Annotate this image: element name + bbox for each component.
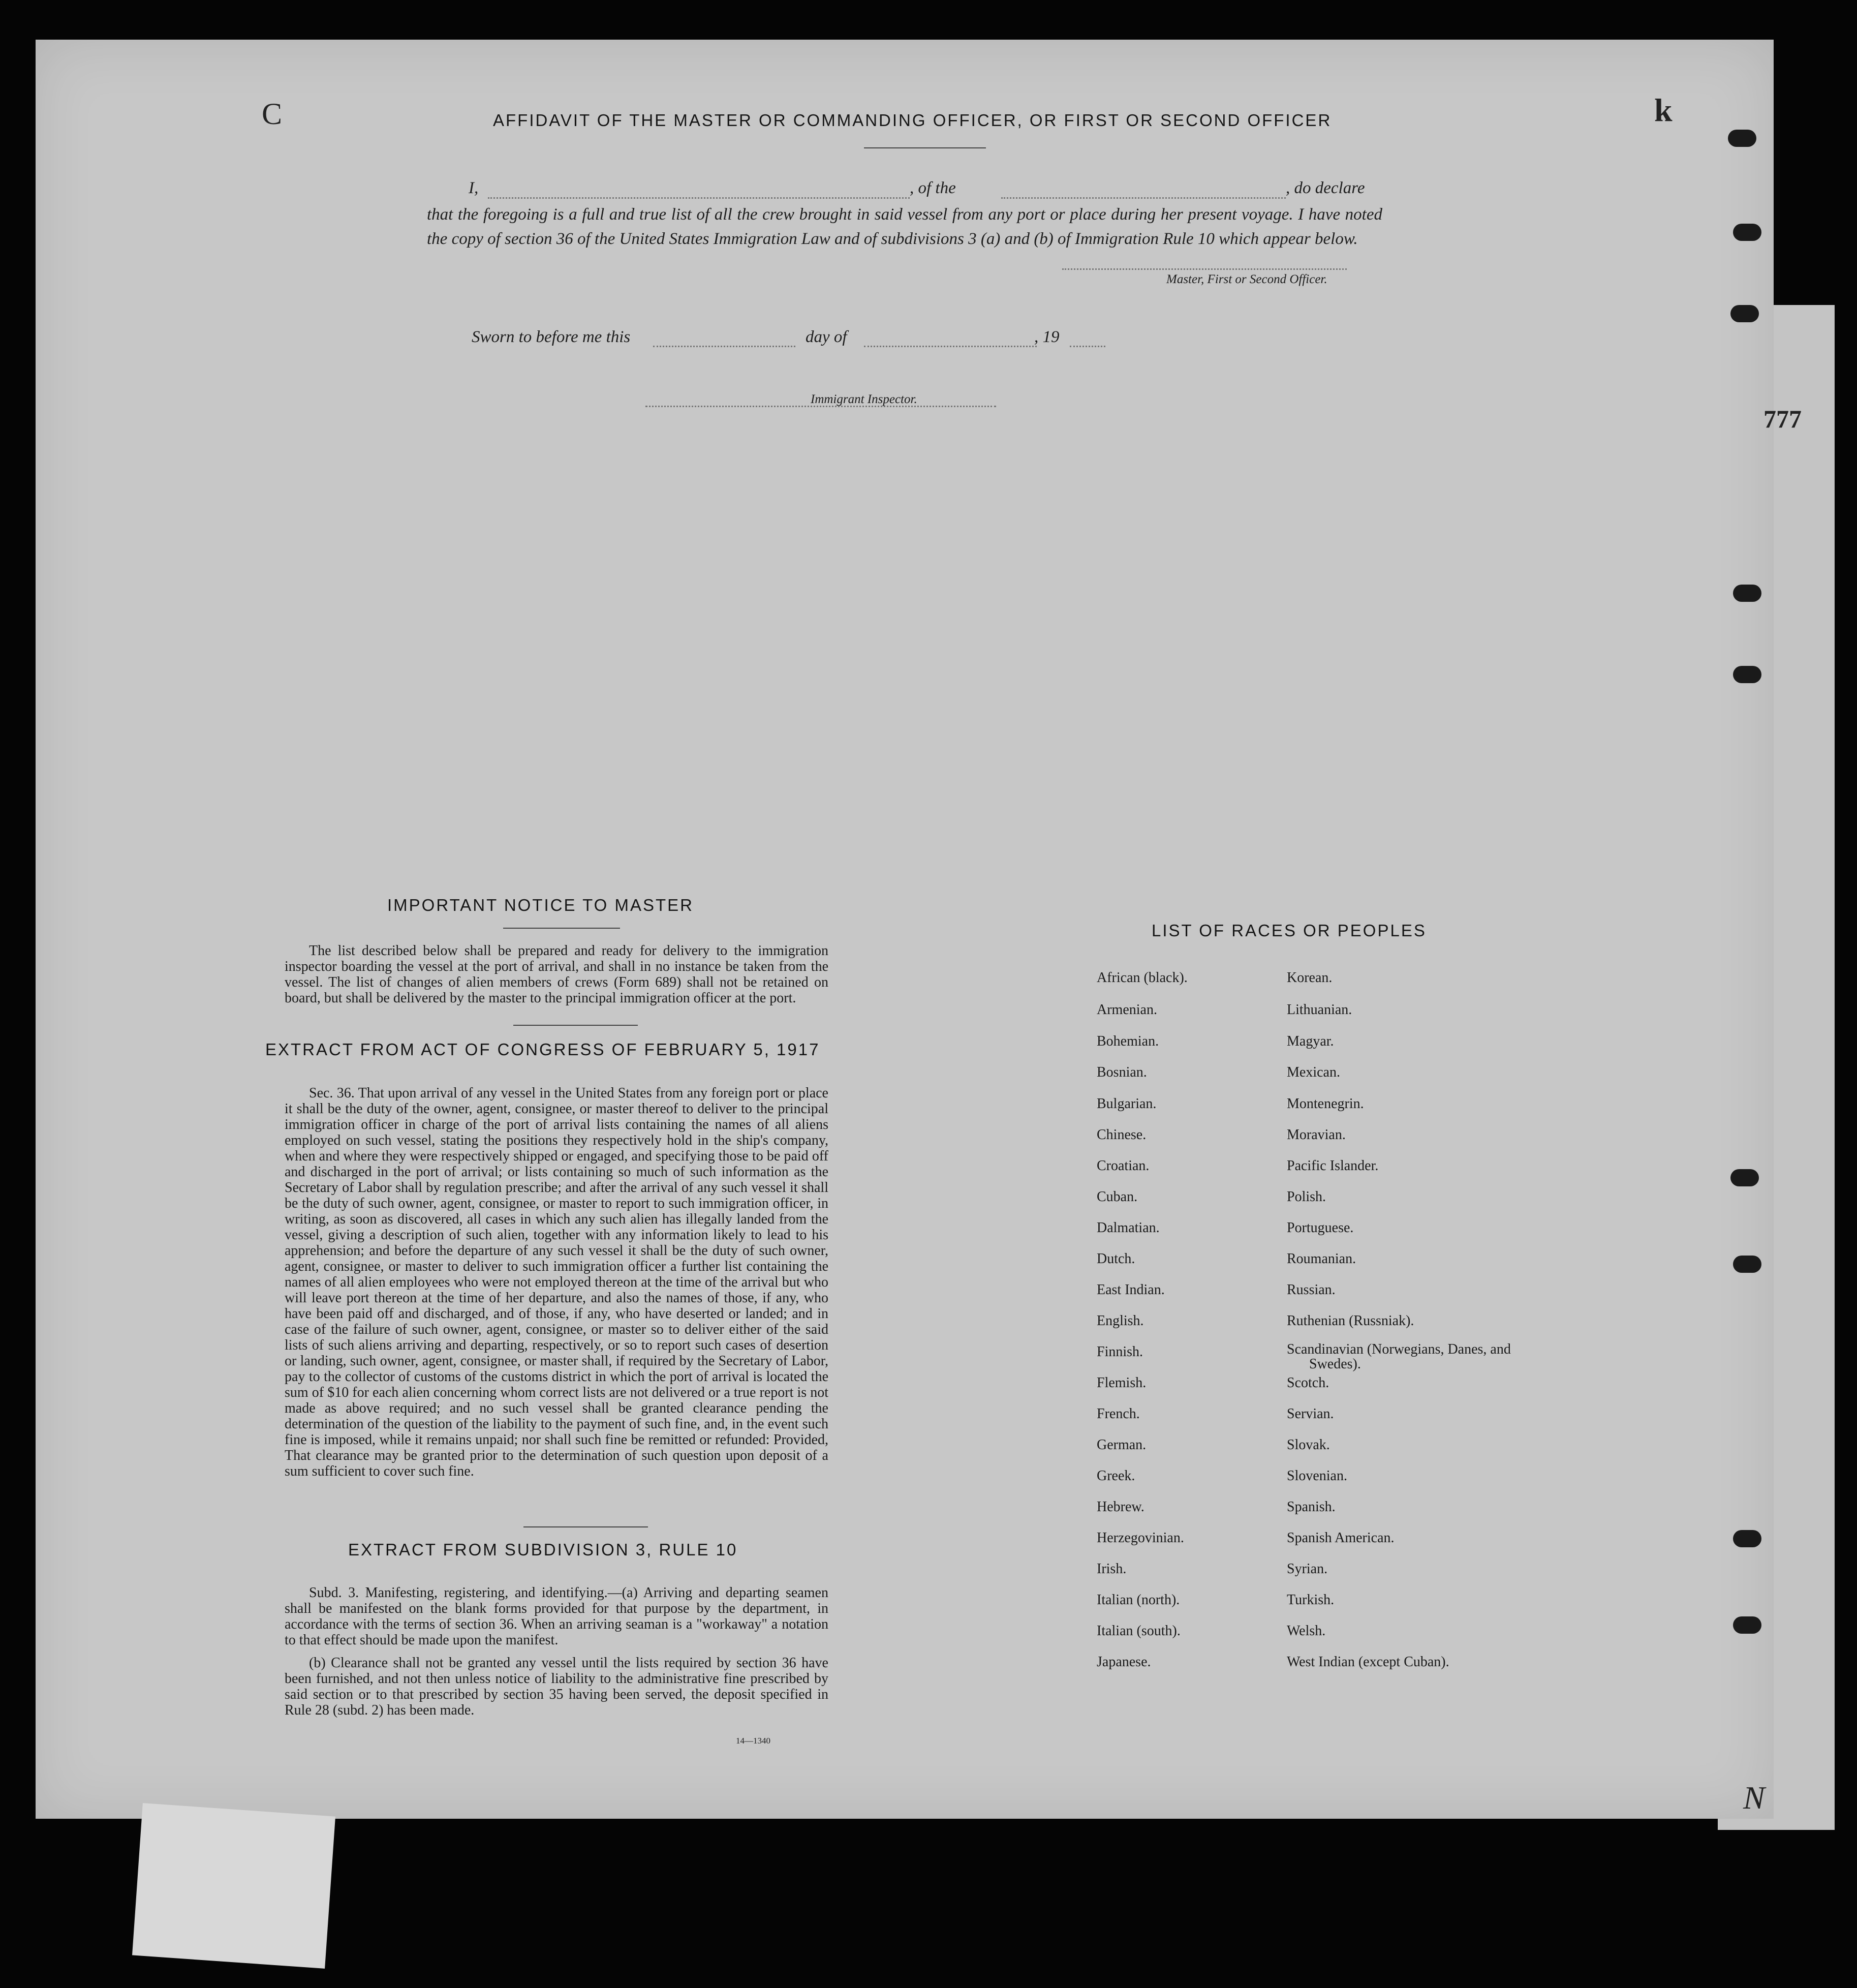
race-item: Russian. xyxy=(1287,1282,1336,1298)
affiant-name-blank[interactable] xyxy=(488,197,910,199)
race-item: Italian (south). xyxy=(1097,1623,1181,1639)
race-item: Pacific Islander. xyxy=(1287,1158,1379,1174)
race-item: Chinese. xyxy=(1097,1127,1147,1143)
race-item: English. xyxy=(1097,1313,1144,1329)
race-item: Italian (north). xyxy=(1097,1592,1180,1608)
binder-hole xyxy=(1730,305,1759,322)
binder-hole xyxy=(1733,224,1761,241)
race-item: Spanish American. xyxy=(1287,1530,1395,1546)
vessel-name-blank[interactable] xyxy=(1001,197,1286,199)
binder-hole xyxy=(1733,1530,1761,1547)
race-item: Korean. xyxy=(1287,970,1333,986)
races-title: LIST OF RACES OR PEOPLES xyxy=(1152,921,1427,940)
form-number: 14—1340 xyxy=(736,1736,770,1746)
race-item: Hebrew. xyxy=(1097,1499,1144,1515)
race-item: Scotch. xyxy=(1287,1375,1329,1391)
rule-paragraph-a: Subd. 3. Manifesting, registering, and identifying.—(a) Arriving and departing seamen shall be manifested on the blank forms provided for that purpose by the department, in accordance with the terms of section 36. When an arriving seaman is a "workaway" a notation to that effect should be made upon the manifest. xyxy=(285,1585,828,1648)
act-section-36-text: Sec. 36. That upon arrival of any vessel in the United States from any foreign port or place it shall be the duty of the owner, agent, consignee, or master thereof to deliver to the principal immigration officer in charge of the port of arrival lists containing the names of all aliens employed on such vessel, stating the positions they respectively hold in the ship's company, when and where they were respectively shipped or engaged, and specifying those to be paid off and discharged in the port of arrival; or lists containing so much of such information as the Secretary of Labor shall by regulation prescribe; and after the arrival of any such vessel it shall be the duty of such owner, agent, consignee, or master to report to such immigration officer, in writing, as soon as discovered, all cases in which any such alien has illegally landed from the vessel, giving a description of such alien, together with any information likely to lead to his apprehension; and before the departure of any such vessel it shall be the duty of such owner, agent, consignee, or master to deliver to such immigration officer a further list containing the names of all alien employees who were not employed thereon at the time of the arrival but who will leave port thereon at the time of her departure, and also the names of those, if any, who have been paid off and discharged, and of those, if any, who have deserted or landed; and in case of the failure of such owner, agent, consignee, or master so to deliver either of the said lists of such aliens arriving and departing, respectively, or so to report such cases of desertion or landing, such owner, agent, consignee, or master shall, if required by the Secretary of Labor, pay to the collector of customs of the customs district in which the port of arrival is located the sum of $10 for each alien concerning whom correct lists are not delivered or a true report is not made as above required; and no such vessel shall be granted clearance pending the determination of the question of the liability to the payment of such fine, and, in the event such fine is imposed, while it remains unpaid; nor shall such fine be remitted or refunded: Provided, That clearance may be granted prior to the determination of such question upon deposit of a sum sufficient to cover such fine. xyxy=(285,1085,828,1479)
notice-separator xyxy=(513,1025,638,1026)
race-item: Mexican. xyxy=(1287,1064,1340,1080)
margin-mark-top-right: k xyxy=(1654,92,1673,128)
race-item: Croatian. xyxy=(1097,1158,1150,1174)
margin-mark-top-left: C xyxy=(262,97,283,131)
master-signature-blank[interactable] xyxy=(1062,268,1347,270)
race-item: Bohemian. xyxy=(1097,1033,1159,1049)
race-item: Bosnian. xyxy=(1097,1064,1147,1080)
binder-hole xyxy=(1730,1169,1759,1186)
vessel-label: , of the xyxy=(910,179,956,197)
race-item: Turkish. xyxy=(1287,1592,1335,1608)
race-item: Armenian. xyxy=(1097,1002,1157,1018)
race-item: Cuban. xyxy=(1097,1189,1138,1205)
race-item: West Indian (except Cuban). xyxy=(1287,1654,1449,1670)
race-item: Finnish. xyxy=(1097,1344,1143,1360)
rule-title: EXTRACT FROM SUBDIVISION 3, RULE 10 xyxy=(348,1540,738,1559)
binder-hole xyxy=(1728,130,1756,147)
race-item: Magyar. xyxy=(1287,1033,1334,1049)
race-item: Herzegovinian. xyxy=(1097,1530,1184,1546)
sworn-month-blank[interactable] xyxy=(864,346,1037,347)
race-item: Slovenian. xyxy=(1287,1468,1347,1484)
race-item: Montenegrin. xyxy=(1287,1096,1364,1112)
race-item: Bulgarian. xyxy=(1097,1096,1157,1112)
sworn-day-blank[interactable] xyxy=(653,346,795,347)
race-item: Servian. xyxy=(1287,1406,1334,1422)
act-separator xyxy=(523,1526,648,1527)
declare-label: , do declare xyxy=(1286,179,1365,197)
sworn-label: Sworn to before me this xyxy=(472,328,631,346)
act-title: EXTRACT FROM ACT OF CONGRESS OF FEBRUARY 5, 1917 xyxy=(265,1040,820,1059)
race-item: African (black). xyxy=(1097,970,1188,986)
race-item: French. xyxy=(1097,1406,1140,1422)
notice-underline xyxy=(503,928,620,929)
race-item: Roumanian. xyxy=(1287,1251,1356,1267)
binder-hole xyxy=(1733,1616,1761,1634)
affidavit-title: AFFIDAVIT OF THE MASTER OR COMMANDING OFFICER, OR FIRST OR SECOND OFFICER xyxy=(493,111,1332,130)
affiant-label: I, xyxy=(469,179,479,197)
margin-mark-right-edge: 777 xyxy=(1763,405,1802,433)
notice-title: IMPORTANT NOTICE TO MASTER xyxy=(387,896,694,914)
race-item: Flemish. xyxy=(1097,1375,1147,1391)
form-page xyxy=(36,40,1774,1819)
sworn-year-blank[interactable] xyxy=(1070,346,1105,347)
race-item: Spanish. xyxy=(1287,1499,1336,1515)
race-item: Scandinavian (Norwegians, Danes, and Swedes). xyxy=(1287,1341,1511,1372)
inspector-caption: Immigrant Inspector. xyxy=(811,392,917,406)
rule-paragraph-b: (b) Clearance shall not be granted any vessel until the lists required by section 36 have been furnished, and not then unless notice of liability to the administrative fine prescribed by said section or to that prescribed by section 35 having been served, the deposit specified in Rule 28 (subd. 2) has been made. xyxy=(285,1655,828,1718)
race-item: Syrian. xyxy=(1287,1561,1328,1577)
binder-hole xyxy=(1733,1256,1761,1273)
race-item: Dutch. xyxy=(1097,1251,1135,1267)
torn-paper-scrap xyxy=(132,1803,335,1969)
race-item: Irish. xyxy=(1097,1561,1127,1577)
binder-hole xyxy=(1733,585,1761,602)
race-item: Greek. xyxy=(1097,1468,1135,1484)
day-of-label: day of xyxy=(806,328,847,346)
race-item: Dalmatian. xyxy=(1097,1220,1160,1236)
race-item: Slovak. xyxy=(1287,1437,1330,1453)
notice-text: The list described below shall be prepared and ready for delivery to the immigration inspector boarding the vessel at the port of arrival, and shall in no instance be taken from the vessel. The list of changes of alien members of crews (Form 689) shall not be retained on board, but shall be delivered by the master to the principal immigration officer at the port. xyxy=(285,943,828,1006)
race-item: Japanese. xyxy=(1097,1654,1151,1670)
race-item: Moravian. xyxy=(1287,1127,1346,1143)
race-item: Polish. xyxy=(1287,1189,1326,1205)
race-item: Portuguese. xyxy=(1287,1220,1354,1236)
race-item: German. xyxy=(1097,1437,1147,1453)
title-underline xyxy=(864,147,986,148)
margin-mark-bottom-right: N xyxy=(1743,1780,1765,1816)
master-signature-caption: Master, First or Second Officer. xyxy=(1166,272,1327,286)
year-label: , 19 xyxy=(1034,328,1060,346)
binder-hole xyxy=(1733,666,1761,683)
race-item: Lithuanian. xyxy=(1287,1002,1352,1018)
race-item: Welsh. xyxy=(1287,1623,1326,1639)
race-item: Ruthenian (Russniak). xyxy=(1287,1313,1414,1329)
race-item: East Indian. xyxy=(1097,1282,1165,1298)
declaration-text: that the foregoing is a full and true list of all the crew brought in said vessel from any port or place during her present voyage. I have noted the copy of section 36 of the United States Immigration Law and of subdivisions 3 (a) and (b) of Immigration Rule 10 which appear below. xyxy=(427,205,1382,248)
